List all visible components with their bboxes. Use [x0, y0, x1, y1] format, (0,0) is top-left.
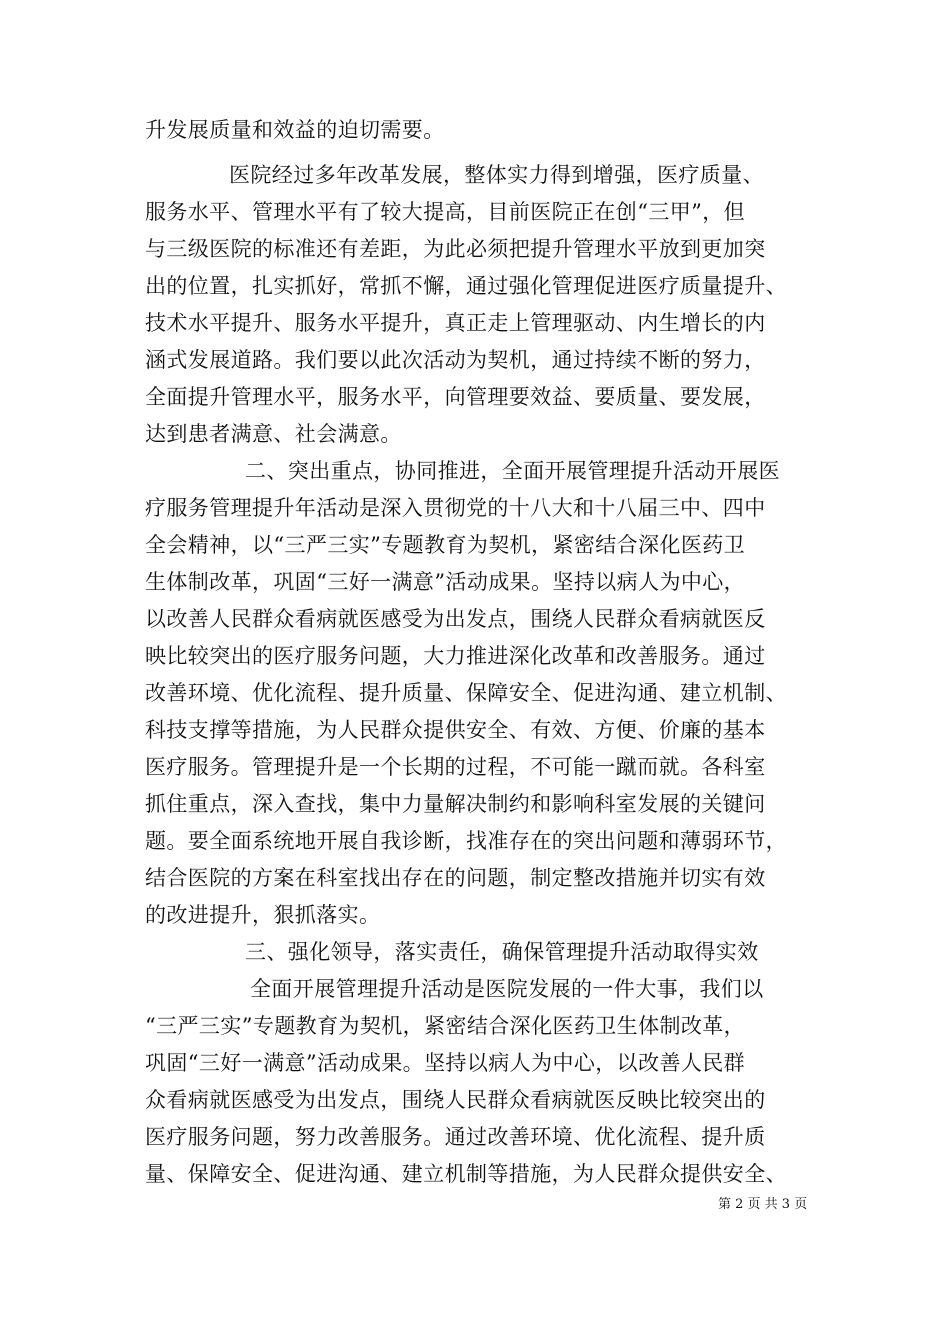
text-line: 服务水平、管理水平有了较大提高，目前医院正在创“三甲”，但 — [145, 200, 746, 224]
text-line: 全面提升管理水平，服务水平，向管理要效益、要质量、要发展， — [145, 385, 766, 409]
text-line: 众看病就医感受为出发点，围绕人民群众看病就医反映比较突出的 — [145, 1088, 766, 1112]
text-line: 抓住重点，深入查找，集中力量解决制约和影响科室发展的关键问 — [145, 792, 766, 816]
text-line: 升发展质量和效益的迫切需要。 — [145, 118, 445, 142]
paragraph-start-line: 全面开展管理提升活动是医院发展的一件大事，我们以 — [250, 977, 764, 1001]
text-line: 医疗服务问题，努力改善服务。通过改善环境、优化流程、提升质 — [145, 1125, 766, 1149]
text-line: 技术水平提升、服务水平提升，真正走上管理驱动、内生增长的内 — [145, 311, 766, 335]
text-line: 巩固“三好一满意”活动成果。坚持以病人为中心，以改善人民群 — [145, 1051, 746, 1075]
page-number-footer: 第 2 页 共 3 页 — [718, 1197, 808, 1212]
text-line: 出的位置，扎实抓好，常抓不懈，通过强化管理促进医疗质量提升、 — [145, 274, 787, 298]
text-line: 医疗服务。管理提升是一个长期的过程，不可能一蹴而就。各科室 — [145, 755, 766, 779]
text-line: 达到患者满意、社会满意。 — [145, 422, 402, 446]
text-line: 生体制改革，巩固“三好一满意”活动成果。坚持以病人为中心， — [145, 570, 746, 594]
text-line: 量、保障安全、促进沟通、建立机制等措施，为人民群众提供安全、 — [145, 1162, 787, 1186]
text-line: 映比较突出的医疗服务问题，大力推进深化改革和改善服务。通过 — [145, 644, 766, 668]
text-line: 的改进提升，狠抓落实。 — [145, 903, 381, 927]
text-line: 题。要全面系统地开展自我诊断，找准存在的突出问题和薄弱环节， — [145, 829, 787, 853]
text-line: 改善环境、优化流程、提升质量、保障安全、促进沟通、建立机制、 — [145, 681, 787, 705]
text-line: 疗服务管理提升年活动是深入贯彻党的十八大和十八届三中、四中 — [145, 496, 766, 520]
paragraph-start-line: 医院经过多年改革发展，整体实力得到增强，医疗质量、 — [229, 163, 764, 187]
text-line: 涵式发展道路。我们要以此次活动为契机，通过持续不断的努力， — [145, 348, 766, 372]
text-line: “三严三实”专题教育为契机，紧密结合深化医药卫生体制改革， — [145, 1014, 746, 1038]
text-line: 以改善人民群众看病就医感受为出发点，围绕人民群众看病就医反 — [145, 607, 766, 631]
text-line: 与三级医院的标准还有差距，为此必须把提升管理水平放到更加突 — [145, 237, 766, 261]
text-line: 科技支撑等措施，为人民群众提供安全、有效、方便、价廉的基本 — [145, 718, 766, 742]
text-line: 结合医院的方案在科室找出存在的问题，制定整改措施并切实有效 — [145, 866, 766, 890]
text-line: 全会精神，以“三严三实”专题教育为契机，紧密结合深化医药卫 — [145, 533, 746, 557]
section-heading-line: 二、突出重点，协同推进，全面开展管理提升活动开展医 — [245, 459, 780, 483]
section-heading-line: 三、强化领导，落实责任，确保管理提升活动取得实效 — [245, 940, 759, 964]
